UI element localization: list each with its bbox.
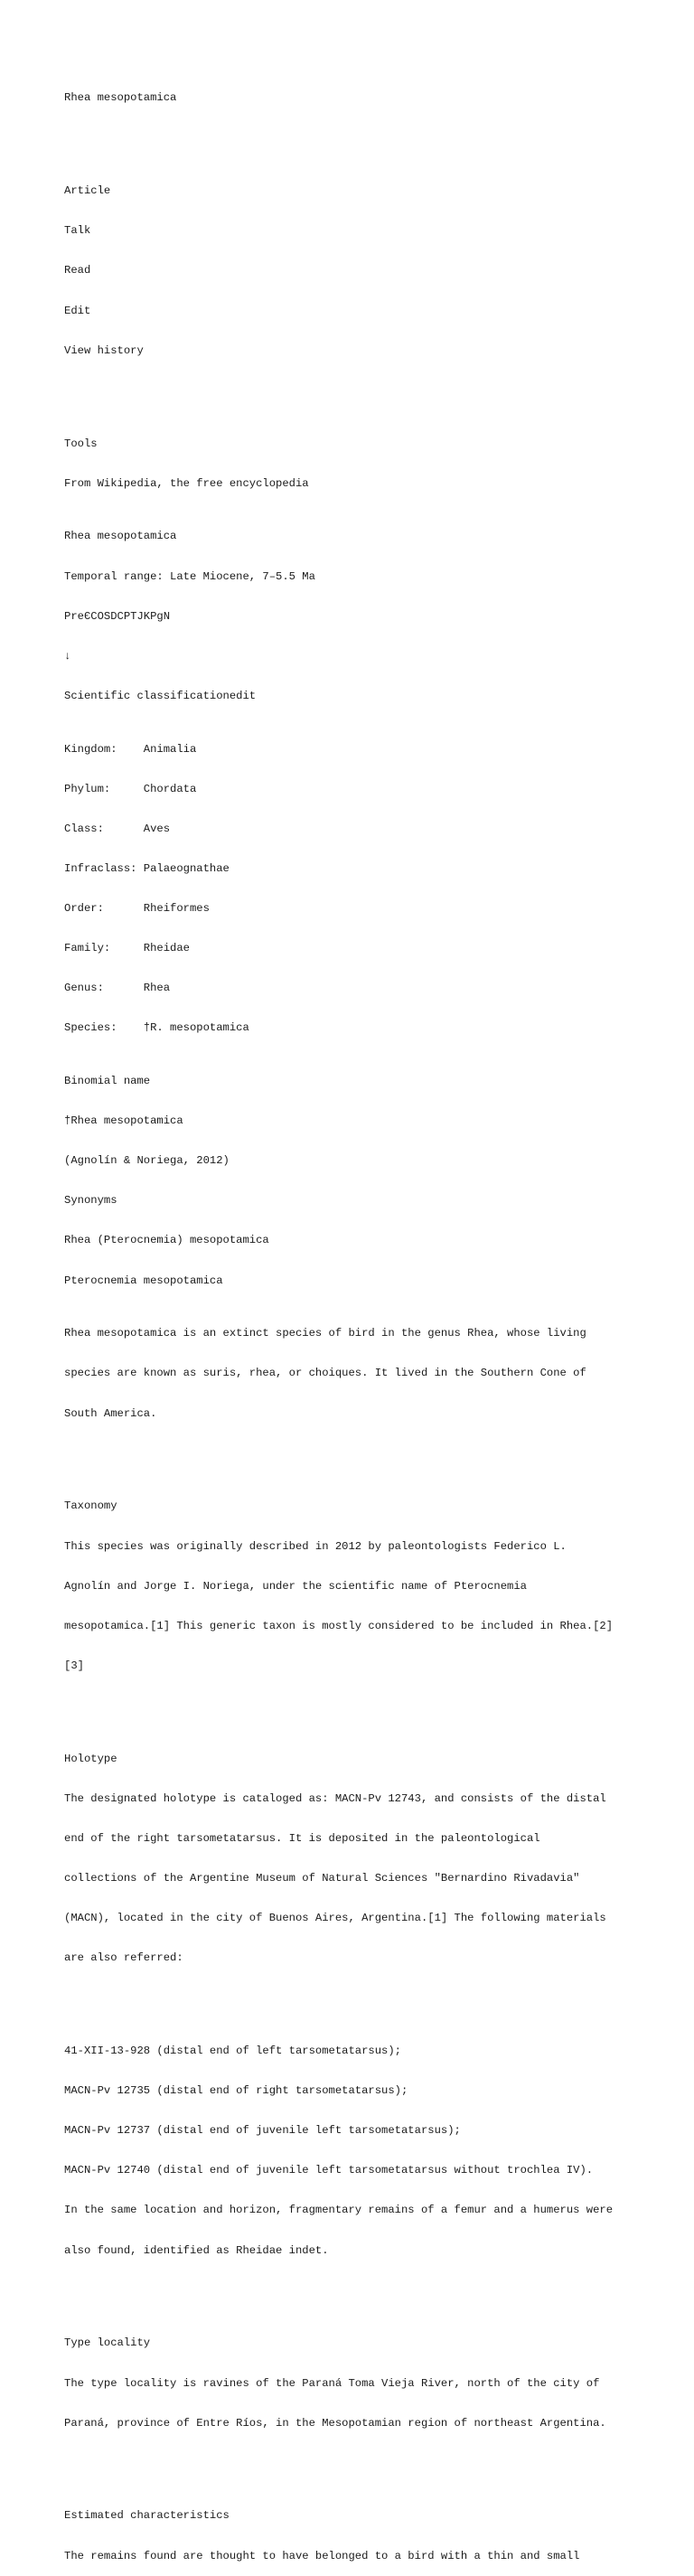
binomial-name: †Rhea mesopotamica: [64, 1114, 183, 1128]
taxonomy-row-genus: Genus: Rhea: [64, 982, 171, 995]
spacer: [64, 1991, 679, 2005]
article-document: [64, 65, 679, 2576]
down-arrow-icon: ↓: [64, 649, 71, 663]
binomial-header: Binomial name: [64, 1075, 151, 1088]
tab-read[interactable]: Read: [64, 264, 91, 277]
holotype-text-line: are also referred:: [64, 1951, 183, 1965]
type-locality-text-line: Paraná, province of Entre Ríos, in the Mesopotamian region of northeast Argentina.: [64, 2416, 606, 2430]
taxonomy-text-line: mesopotamica.[1] This generic taxon is mostly considered to be included in Rhea.[2]: [64, 1619, 614, 1632]
section-heading-holotype: Holotype: [64, 1752, 117, 1765]
geologic-timescale: PreЄCOSDCPTJKPgN: [64, 609, 171, 623]
tab-article[interactable]: Article: [64, 184, 111, 198]
section-heading-taxonomy: Taxonomy: [64, 1500, 117, 1513]
synonym-item: Rhea (Pterocnemia) mesopotamica: [64, 1234, 269, 1247]
classification-header: Scientific classificationedit: [64, 689, 257, 702]
holotype-text-line: collections of the Argentine Museum of Natural Sciences "Bernardino Rivadavia": [64, 1871, 580, 1885]
intro-line: South America.: [64, 1406, 157, 1420]
taxonomy-row-infraclass: Infraclass: Palaeognathae: [64, 861, 230, 875]
characteristics-text-line: The remains found are thought to have belonged to a bird with a thin and small: [64, 2549, 580, 2562]
holotype-after-line: also found, identified as Rheidae indet.: [64, 2243, 329, 2257]
taxonomy-row-family: Family: Rheidae: [64, 942, 190, 955]
material-list-item: MACN-Pv 12740 (distal end of juvenile left tarsometatarsus without trochlea IV).: [64, 2164, 594, 2177]
taxonomy-text-line: Agnolín and Jorge I. Noriega, under the scientific name of Pterocnemia: [64, 1579, 527, 1593]
synonym-item: Pterocnemia mesopotamica: [64, 1274, 223, 1287]
section-heading-type-locality: Type locality: [64, 2336, 151, 2350]
holotype-text-line: The designated holotype is cataloged as: MACN-Pv 12743, and consists of the distal: [64, 1791, 606, 1805]
synonyms-header: Synonyms: [64, 1194, 117, 1208]
taxonomy-row-species: Species: †R. mesopotamica: [64, 1021, 249, 1035]
taxonomy-row-class: Class: Aves: [64, 822, 171, 835]
intro-line: species are known as suris, rhea, or choiques. It lived in the Southern Cone of: [64, 1367, 586, 1380]
holotype-text-line: end of the right tarsometatarsus. It is deposited in the paleontological: [64, 1831, 540, 1845]
page-title: Rhea mesopotamica: [64, 91, 177, 105]
infobox-title: Rhea mesopotamica: [64, 530, 177, 543]
temporal-range: Temporal range: Late Miocene, 7–5.5 Ma: [64, 569, 315, 583]
holotype-after-line: In the same location and horizon, fragmentary remains of a femur and a humerus were: [64, 2204, 614, 2217]
material-list-item: MACN-Pv 12737 (distal end of juvenile left tarsometatarsus);: [64, 2124, 461, 2138]
taxonomy-row-phylum: Phylum: Chordata: [64, 782, 197, 795]
tab-edit[interactable]: Edit: [64, 304, 91, 317]
spacer: [64, 2457, 679, 2470]
material-list-item: 41-XII-13-928 (distal end of left tarsometatarsus);: [64, 2045, 401, 2058]
type-locality-text-line: The type locality is ravines of the Paraná Toma Vieja River, north of the city of: [64, 2376, 600, 2390]
holotype-text-line: (MACN), located in the city of Buenos Aires, Argentina.[1] The following materials: [64, 1912, 606, 1925]
tagline: From Wikipedia, the free encyclopedia: [64, 476, 309, 490]
taxonomy-row-order: Order: Rheiformes: [64, 902, 210, 915]
section-heading-estimated-characteristics: Estimated characteristics: [64, 2509, 230, 2523]
taxonomy-row-kingdom: Kingdom: Animalia: [64, 742, 197, 756]
spacer: [64, 384, 679, 398]
tab-view-history[interactable]: View history: [64, 343, 144, 357]
taxonomy-text-line: This species was originally described in 2012 by paleontologists Federico L.: [64, 1539, 567, 1553]
material-list-item: MACN-Pv 12735 (distal end of right tarsometatarsus);: [64, 2084, 408, 2098]
spacer: [64, 132, 679, 146]
tab-talk[interactable]: Talk: [64, 224, 91, 238]
binomial-authority: (Agnolín & Noriega, 2012): [64, 1154, 230, 1168]
spacer: [64, 1447, 679, 1461]
spacer: [64, 1699, 679, 1713]
taxonomy-text-line: [3]: [64, 1659, 84, 1672]
tools-menu[interactable]: Tools: [64, 437, 98, 450]
spacer: [64, 2284, 679, 2298]
intro-line: Rhea mesopotamica is an extinct species of bird in the genus Rhea, whose living: [64, 1327, 586, 1340]
